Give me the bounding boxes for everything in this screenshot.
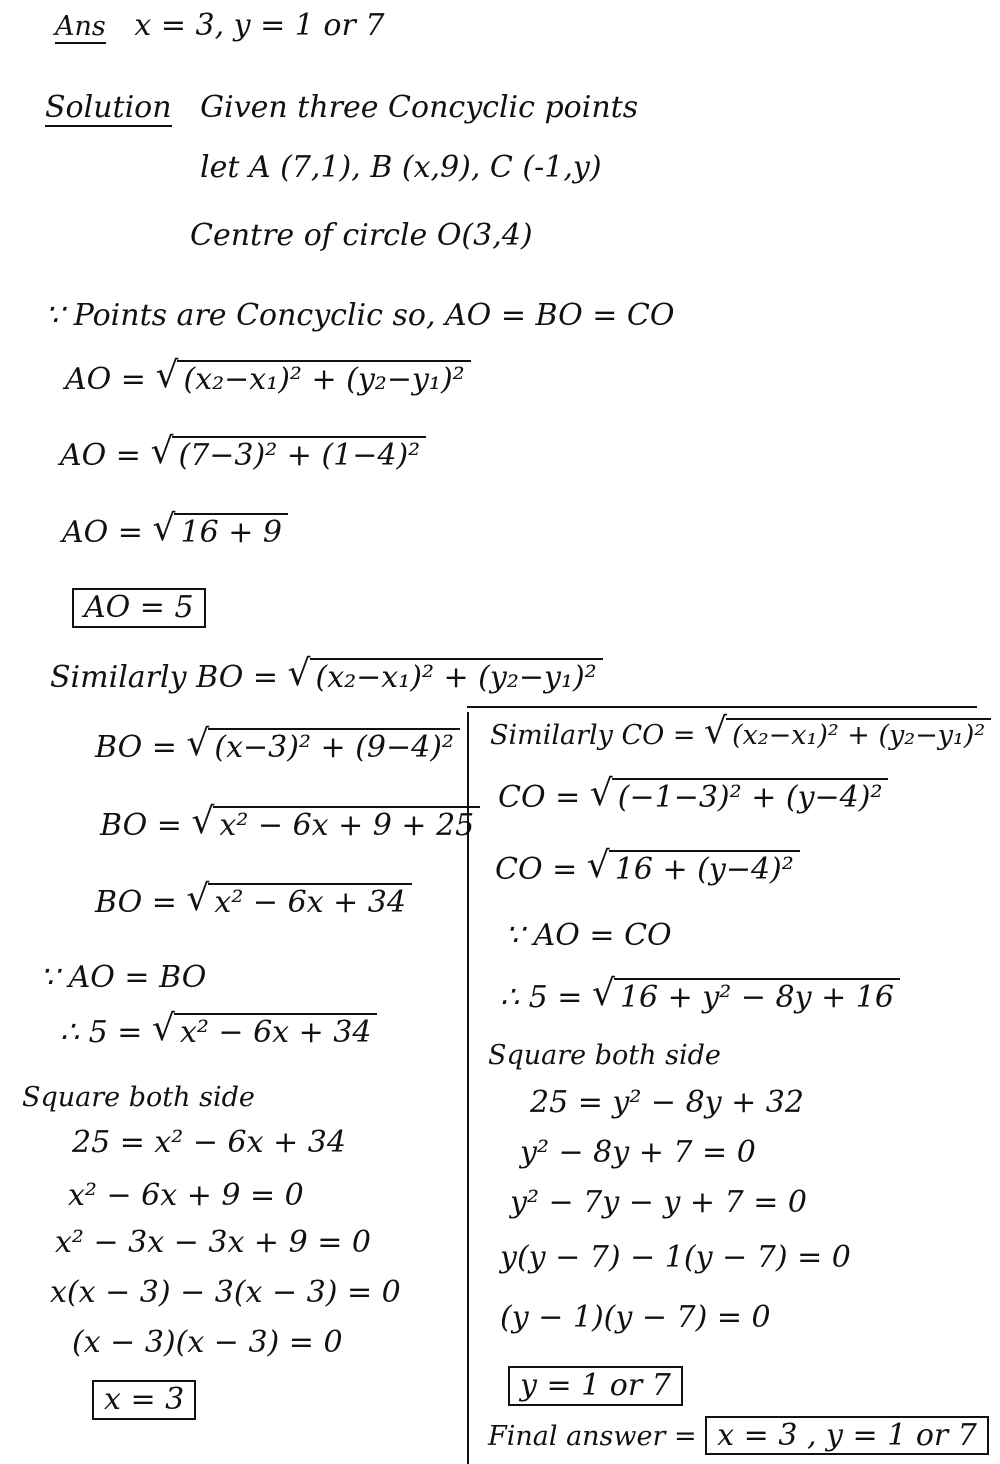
ao-lhs: AO =: [65, 362, 146, 397]
solution-intro: Given three Concyclic points: [200, 90, 639, 125]
bo-result: x = 3: [92, 1380, 196, 1420]
solution-line: [45, 90, 638, 126]
co-then-lhs: ∴ 5 =: [500, 980, 583, 1015]
co-intro-radicand: (x₂−x₁)² + (y₂−y₁)²: [726, 718, 991, 751]
bo-line-2: [100, 808, 480, 844]
solution-label: Solution: [45, 90, 172, 125]
co-lhs: CO =: [495, 852, 578, 887]
co-radicand: 16 + (y−4)²: [609, 850, 800, 887]
bo-step-5: (x − 3)(x − 3) = 0: [72, 1325, 343, 1360]
column-top-rule: [467, 706, 977, 708]
bo-square: Square both side: [22, 1082, 255, 1113]
co-step-4: y(y − 7) − 1(y − 7) = 0: [500, 1240, 851, 1275]
ao-line-2: [60, 438, 426, 474]
co-step-3: y² − 7y − y + 7 = 0: [510, 1185, 807, 1220]
co-radicand: (−1−3)² + (y−4)²: [612, 778, 889, 815]
answer-label: Ans: [55, 11, 106, 42]
bo-then-radicand: x² − 6x + 34: [174, 1013, 378, 1050]
co-intro-label: Similarly CO =: [490, 720, 696, 751]
centre-line: Centre of circle O(3,4): [190, 218, 533, 253]
bo-then: [60, 1015, 377, 1051]
co-since: ∵ AO = CO: [505, 918, 672, 953]
co-then-radicand: 16 + y² − 8y + 16: [614, 978, 900, 1015]
co-then: [500, 980, 900, 1016]
bo-step-3: x² − 3x − 3x + 9 = 0: [55, 1225, 371, 1260]
co-step-1: 25 = y² − 8y + 32: [530, 1085, 804, 1120]
bo-since: ∵ AO = BO: [40, 960, 207, 995]
answer-line: [55, 8, 384, 45]
co-result: y = 1 or 7: [508, 1366, 683, 1406]
points-line: let A (7,1), B (x,9), C (-1,y): [200, 150, 602, 185]
answer-text: x = 3, y = 1 or 7: [134, 8, 385, 43]
ao-radicand: (7−3)² + (1−4)²: [172, 436, 426, 473]
bo-radicand: x² − 6x + 9 + 25: [213, 806, 480, 843]
ao-line-1: [65, 362, 471, 398]
bo-step-1: 25 = x² − 6x + 34: [72, 1125, 346, 1160]
final-answer: [488, 1418, 989, 1455]
final-answer-value: x = 3 , y = 1 or 7: [705, 1416, 989, 1455]
bo-intro-radicand: (x₂−x₁)² + (y₂−y₁)²: [310, 658, 603, 695]
bo-then-lhs: ∴ 5 =: [60, 1015, 143, 1050]
ao-line-3: [62, 515, 288, 551]
bo-step-2: x² − 6x + 9 = 0: [68, 1178, 304, 1213]
co-intro: [490, 718, 991, 754]
bo-intro: [50, 660, 603, 696]
co-line-1: [498, 780, 888, 816]
ao-radicand: 16 + 9: [174, 513, 287, 550]
ao-lhs: AO =: [62, 515, 143, 550]
co-step-2: y² − 8y + 7 = 0: [520, 1135, 756, 1170]
bo-step-4: x(x − 3) − 3(x − 3) = 0: [50, 1275, 401, 1310]
bo-lhs: BO =: [95, 730, 177, 765]
concyclic-line: ∵ Points are Concyclic so, AO = BO = CO: [45, 298, 675, 333]
bo-line-3: [95, 885, 412, 921]
ao-radicand: (x₂−x₁)² + (y₂−y₁)²: [177, 360, 470, 397]
co-lhs: CO =: [498, 780, 581, 815]
final-answer-label: Final answer =: [488, 1421, 697, 1452]
co-square: Square both side: [488, 1040, 721, 1071]
co-line-2: [495, 852, 800, 888]
bo-radicand: x² − 6x + 34: [208, 883, 412, 920]
bo-intro-label: Similarly BO =: [50, 660, 278, 695]
co-step-5: (y − 1)(y − 7) = 0: [500, 1300, 771, 1335]
bo-lhs: BO =: [100, 808, 182, 843]
bo-radicand: (x−3)² + (9−4)²: [208, 728, 460, 765]
ao-lhs: AO =: [60, 438, 141, 473]
bo-line-1: [95, 730, 460, 766]
ao-result: AO = 5: [72, 588, 206, 628]
bo-lhs: BO =: [95, 885, 177, 920]
